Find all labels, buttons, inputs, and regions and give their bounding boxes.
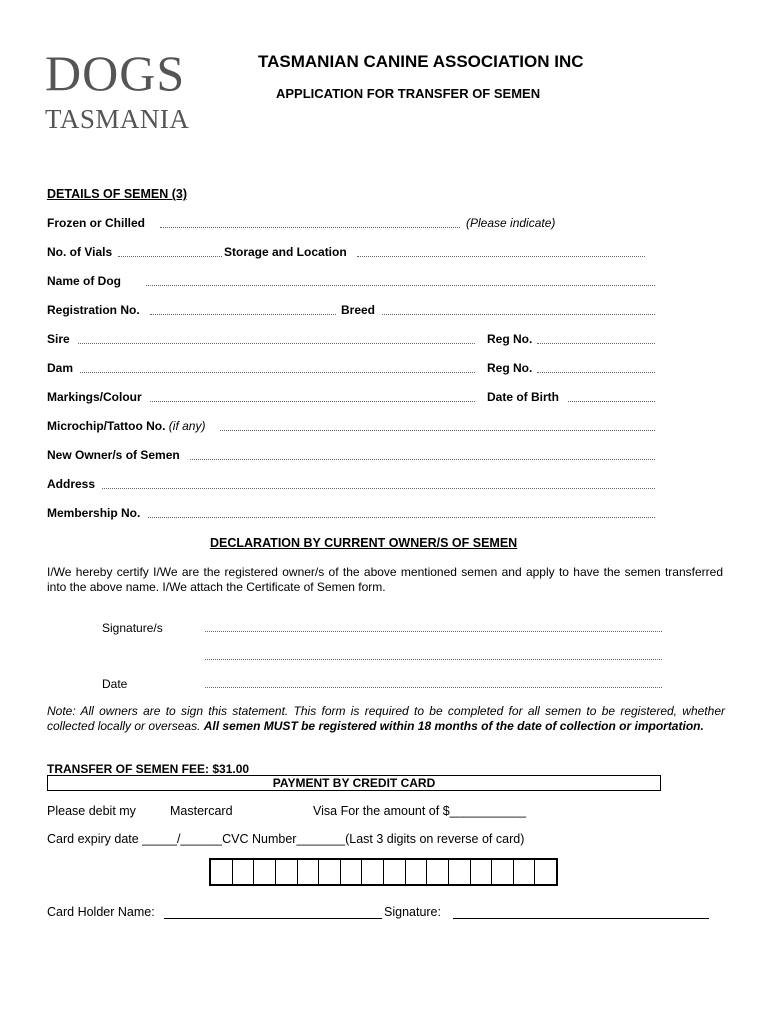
sire-reg-label: Reg No. [487, 332, 533, 346]
declaration-text: I/We hereby certify I/We are the registered owner/s of the above mentioned semen and apply to have the semen transferred into the above name. I/We attach the Certificate of Semen form. [47, 565, 723, 594]
breed-label: Breed [341, 303, 376, 317]
signature-label: Signature/s [102, 621, 163, 635]
card-digit-box[interactable] [427, 860, 449, 884]
expiry-cvc-line[interactable]: Card expiry date _____/______CVC Number_______(Last 3 digits on reverse of card) [47, 832, 525, 846]
card-digit-box[interactable] [535, 860, 556, 884]
card-digit-box[interactable] [362, 860, 384, 884]
new-owner-label: New Owner/s of Semen [47, 448, 180, 462]
fee-label: TRANSFER OF SEMEN FEE: $31.00 [47, 762, 250, 776]
card-digit-box[interactable] [492, 860, 514, 884]
dob-label: Date of Birth [487, 390, 559, 404]
card-digit-box[interactable] [211, 860, 233, 884]
mastercard-option[interactable]: Mastercard [170, 804, 233, 818]
card-signature-field[interactable] [453, 918, 709, 919]
logo-tasmania: TASMANIA [45, 104, 190, 134]
frozen-field[interactable] [160, 227, 460, 228]
holder-field[interactable] [164, 918, 382, 919]
card-digit-box[interactable] [514, 860, 536, 884]
frozen-hint: (Please indicate) [466, 216, 556, 230]
card-number-grid[interactable] [209, 858, 558, 886]
registration-field[interactable] [150, 314, 336, 315]
debit-label: Please debit my [47, 804, 136, 818]
microchip-field[interactable] [220, 430, 655, 431]
details-heading: DETAILS OF SEMEN (3) [47, 187, 188, 201]
card-digit-box[interactable] [341, 860, 363, 884]
card-digit-box[interactable] [406, 860, 428, 884]
markings-field[interactable] [150, 401, 475, 402]
vials-label: No. of Vials [47, 245, 113, 259]
holder-label: Card Holder Name: [47, 905, 155, 919]
signature-field-2[interactable] [205, 659, 662, 660]
card-digit-box[interactable] [384, 860, 406, 884]
dam-reg-label: Reg No. [487, 361, 533, 375]
dam-field[interactable] [80, 372, 475, 373]
note-text: Note: All owners are to sign this statement. This form is required to be completed for all semen to be registered, whether collected locally or overseas. All semen MUST be registered within 18 months of the date of collection or importation. [47, 704, 725, 733]
card-digit-box[interactable] [319, 860, 341, 884]
dob-field[interactable] [568, 401, 655, 402]
card-digit-box[interactable] [298, 860, 320, 884]
card-digit-box[interactable] [276, 860, 298, 884]
membership-label: Membership No. [47, 506, 141, 520]
microchip-hint: (if any) [168, 419, 206, 433]
signature-field-1[interactable] [205, 631, 662, 632]
dog-name-field[interactable] [146, 285, 655, 286]
card-signature-label: Signature: [384, 905, 441, 919]
form-title: APPLICATION FOR TRANSFER OF SEMEN [276, 86, 541, 101]
card-digit-box[interactable] [254, 860, 276, 884]
frozen-label: Frozen or Chilled [47, 216, 146, 230]
address-field[interactable] [102, 488, 655, 489]
card-digit-box[interactable] [233, 860, 255, 884]
payment-box: PAYMENT BY CREDIT CARD [47, 775, 661, 791]
dam-label: Dam [47, 361, 74, 375]
visa-amount[interactable]: Visa For the amount of $___________ [313, 804, 527, 818]
card-digit-box[interactable] [471, 860, 493, 884]
card-digit-box[interactable] [449, 860, 471, 884]
new-owner-field[interactable] [190, 459, 655, 460]
sire-field[interactable] [78, 343, 475, 344]
storage-field[interactable] [357, 256, 645, 257]
date-label: Date [102, 677, 128, 691]
vials-field[interactable] [118, 256, 222, 257]
sire-label: Sire [47, 332, 70, 346]
membership-field[interactable] [148, 517, 655, 518]
date-field[interactable] [205, 687, 662, 688]
logo-dogs: DOGS [45, 45, 186, 101]
note-emphasis: All semen MUST be registered within 18 months of the date of collection or importation. [203, 719, 704, 733]
storage-label: Storage and Location [224, 245, 347, 259]
breed-field[interactable] [382, 314, 655, 315]
sire-reg-field[interactable] [537, 343, 655, 344]
microchip-label: Microchip/Tattoo No. (if any) [47, 419, 206, 433]
dam-reg-field[interactable] [537, 372, 655, 373]
dog-name-label: Name of Dog [47, 274, 122, 288]
declaration-heading: DECLARATION BY CURRENT OWNER/S OF SEMEN [210, 536, 518, 550]
organisation-title: TASMANIAN CANINE ASSOCIATION INC [258, 52, 584, 71]
registration-label: Registration No. [47, 303, 140, 317]
markings-label: Markings/Colour [47, 390, 142, 404]
address-label: Address [47, 477, 96, 491]
